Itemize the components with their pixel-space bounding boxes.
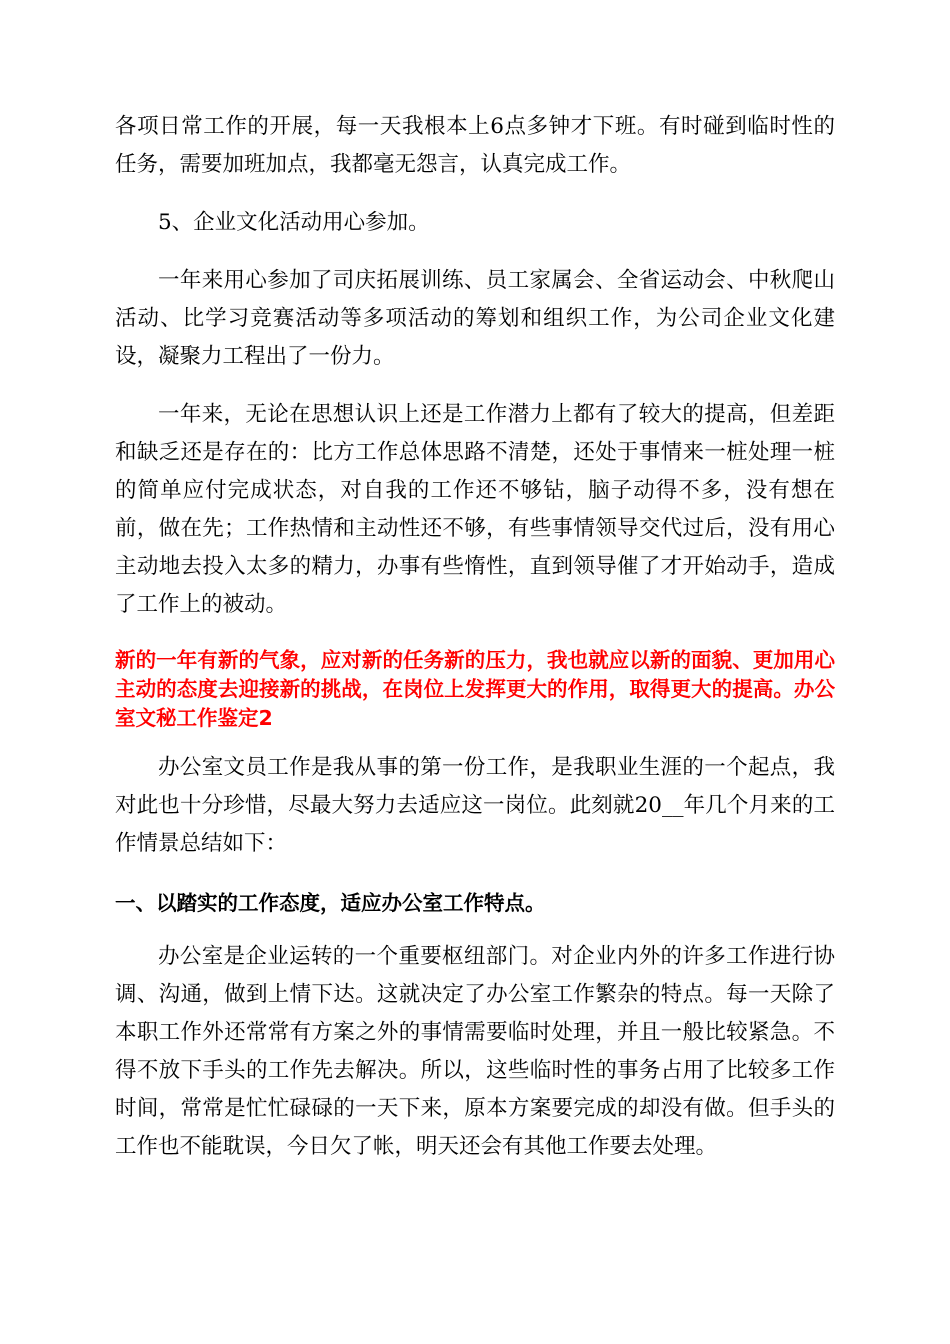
paragraph-culture-item: 5、企业文化活动用心参加。: [158, 210, 430, 235]
paragraph-office: 办公室是企业运转的一个重要枢纽部门。对企业内外的许多工作进行协调、沟通，做到上情下达。这就决定了办公室工作繁杂的特点。每一天除了本职工作外还常常有方案之外的事情需要临时处理，并且一般比较紧急。不得不放下手头的工作先去解决。所以，这些临时性的事务占用了比较多工作时间，常常是忙忙碌碌的一天下来，原本方案要完成的却没有做。但手头的工作也不能耽误，今日欠了帐，明天还会有其他工作要去处理。: [115, 944, 835, 1159]
paragraph-activities: 一年来用心参加了司庆拓展训练、员工家属会、全省运动会、中秋爬山活动、比学习竞赛活动等多项活动的筹划和组织工作，为公司企业文化建设，凝聚力工程出了一份力。: [115, 268, 835, 369]
red-heading: 新的一年有新的气象，应对新的任务新的压力，我也就应以新的面貌、更加用心主动的态度去迎接新的挑战，在岗位上发挥更大的作用，取得更大的提高。办公室文秘工作鉴定2: [115, 648, 835, 730]
paragraph-shortcomings: 一年来，无论在思想认识上还是工作潜力上都有了较大的提高，但差距和缺乏还是存在的：比方工作总体思路不清楚，还处于事情来一桩处理一桩的简单应付完成状态，对自我的工作还不够钻，脑子动得不多，没有想在前，做在先；工作热情和主动性还不够，有些事情领导交代过后，没有用心主动地去投入太多的精力，办事有些惰性，直到领导催了才开始动手，造成了工作上的被动。: [115, 402, 835, 617]
paragraph-intro: 办公室文员工作是我从事的第一份工作，是我职业生涯的一个起点，我对此也十分珍惜，尽最大努力去适应这一岗位。此刻就20__年几个月来的工作情景总结如下：: [115, 755, 835, 856]
section-heading: 一、以踏实的工作态度，适应办公室工作特点。: [115, 891, 546, 915]
paragraph-overtime: 各项日常工作的开展，每一天我根本上6点多钟才下班。有时碰到临时性的任务，需要加班加点，我都毫无怨言，认真完成工作。: [115, 114, 835, 177]
document-page: [115, 108, 835, 1166]
